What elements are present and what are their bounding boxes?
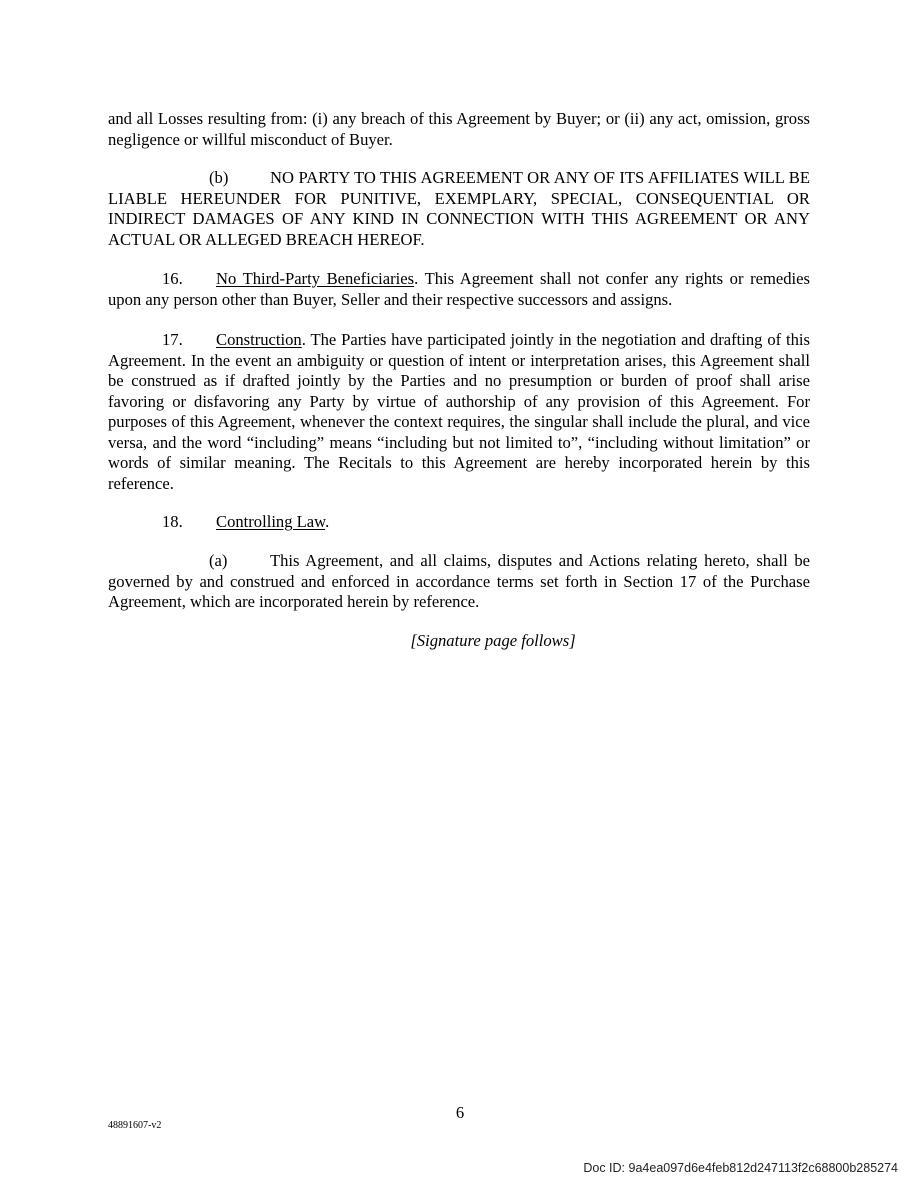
section-16: [108, 269, 810, 310]
section-17: [108, 330, 810, 494]
section-text: . This Agreement shall not confer any rights or remedies upon any person other than Buyer, Seller and their respective successors and assigns.: [108, 269, 810, 309]
doc-id-stamp: Doc ID: 9a4ea097d6e4feb812d247113f2c68800b285274: [583, 1161, 898, 1175]
section-heading: Controlling Law: [216, 512, 326, 531]
signature-page-note: [Signature page follows]: [410, 631, 576, 650]
section-heading: No Third-Party Beneficiaries: [216, 269, 415, 288]
section-18-a: [108, 551, 810, 613]
clause-label: (a): [209, 551, 228, 570]
section-number: 18.: [162, 512, 183, 531]
section-suffix: .: [325, 512, 330, 531]
clause-text: This Agreement, and all claims, disputes and Actions relating hereto, shall be governed by and construed and enforced in accordance terms set forth in Section 17 of the Purchase Agreement, which are incorporated herein by reference.: [108, 551, 810, 611]
page-number: 6: [455, 1103, 465, 1122]
paragraph-intro: [108, 109, 810, 150]
section-number: 17.: [162, 330, 183, 349]
paragraph-b: [108, 168, 810, 250]
clause-label: (b): [209, 168, 229, 187]
section-heading: Construction: [216, 330, 302, 349]
document-code: 48891607-v2: [108, 1120, 162, 1131]
section-number: 16.: [162, 269, 183, 288]
clause-text: NO PARTY TO THIS AGREEMENT OR ANY OF ITS AFFILIATES WILL BE LIABLE HEREUNDER FOR PUNITIVE, EXEMPLARY, SPECIAL, CONSEQUENTIAL OR INDIRECT DAMAGES OF ANY KIND IN CONNECTION WITH THIS AGREEMENT OR ANY ACTUAL OR ALLEGED BREACH HEREOF.: [108, 168, 810, 249]
section-18: [108, 512, 810, 533]
section-text: . The Parties have participated jointly in the negotiation and drafting of this Agreement. In the event an ambiguity or question of intent or interpretation arises, this Agreement shall be construed as if drafted jointly by the Parties and no presumption or burden of proof shall arise favoring or disfavoring any Party by virtue of authorship of any provision of this Agreement. For purposes of this Agreement, whenever the context requires, the singular shall include the plural, and vice versa, and the word “including” means “including but not limited to”, “including without limitation” or words of similar meaning. The Recitals to this Agreement are hereby incorporated herein by this reference.: [108, 330, 810, 493]
paragraph-intro-text: and all Losses resulting from: (i) any breach of this Agreement by Buyer; or (ii) any act, omission, gross negligence or willful misconduct of Buyer.: [108, 109, 810, 149]
